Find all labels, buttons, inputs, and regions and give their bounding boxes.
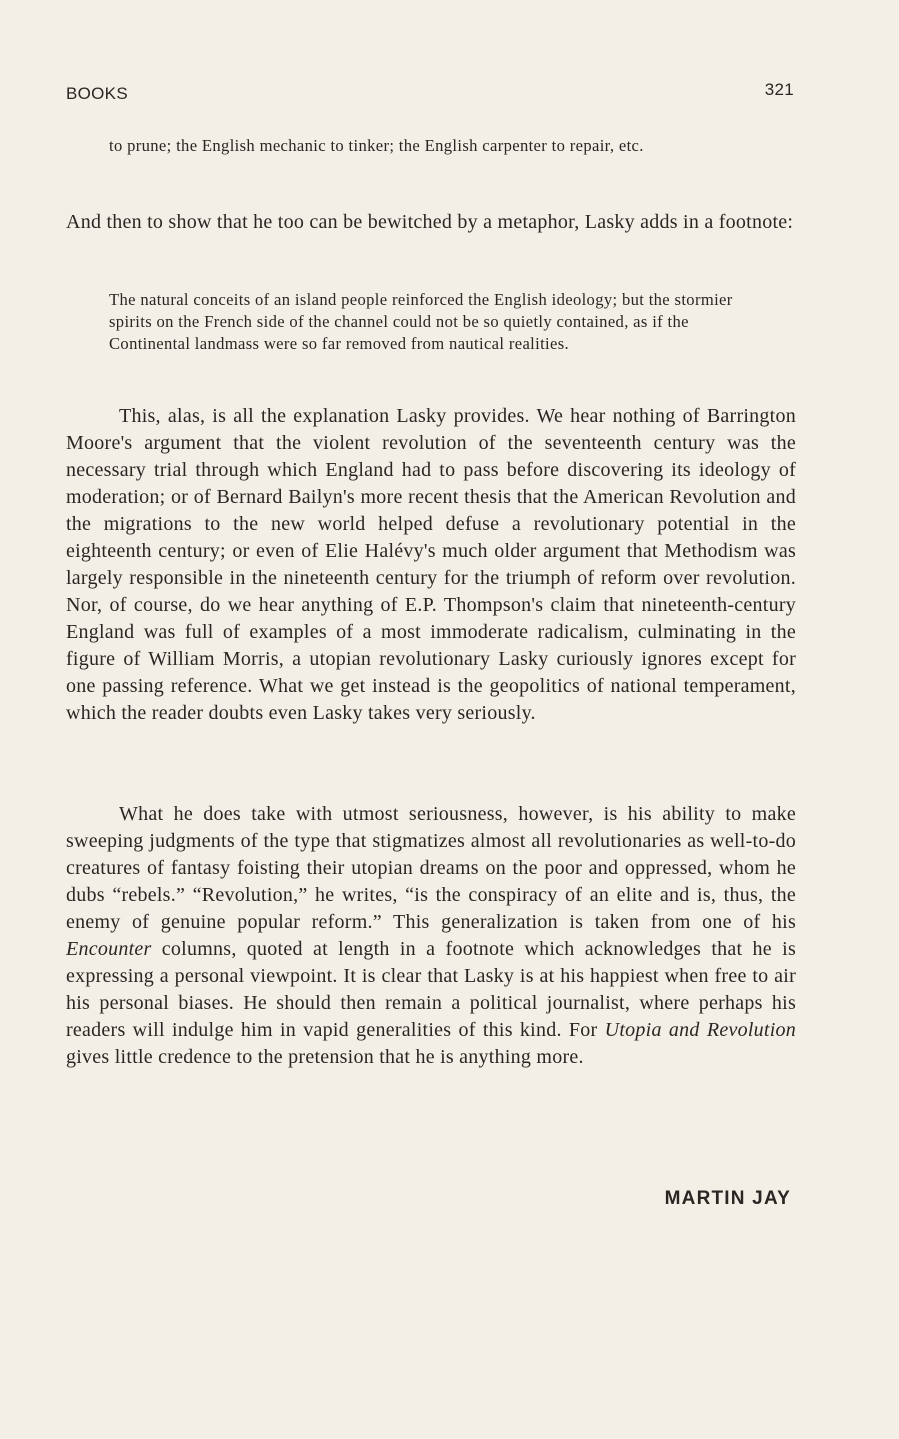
paragraph-2-text-b: columns, quoted at length in a footnote which acknowledges that he is expressing a personal viewpoint. It is clear that Lasky is at his happiest when free to air his personal biases. He should then remain a political journalist, where perhaps his readers will indulge him in vapid generalities of this kind. For	[66, 938, 796, 1041]
title-utopia-and-revolution: Utopia and Revolution	[604, 1019, 797, 1041]
running-head	[66, 78, 794, 102]
body-paragraph-2	[66, 801, 796, 1071]
author-signature: MARTIN JAY	[664, 1188, 791, 1209]
section-title: BOOKS	[66, 84, 128, 103]
lead-in-paragraph: And then to show that he too can be bewitched by a metaphor, Lasky adds in a footnote:	[66, 211, 794, 233]
block-quote-continued: to prune; the English mechanic to tinker; the English carpenter to repair, etc.	[109, 136, 644, 155]
body-paragraph-1: This, alas, is all the explanation Lasky provides. We hear nothing of Barrington Moore's argument that the violent revolution of the seventeenth century was the necessary trial through which England had to pass before discovering its ideology of moderation; or of Bernard Bailyn's more recent thesis that the American Revolution and the migrations to the new world helped defuse a revolutionary potential in the eighteenth century; or even of Elie Halévy's much older argument that Methodism was largely responsible in the nineteenth century for the triumph of reform over revolution. Nor, of course, do we hear anything of E.P. Thompson's claim that nineteenth-century England was full of examples of a most immoderate radicalism, culminating in the figure of William Morris, a utopian revolutionary Lasky curiously ignores except for one passing reference. What we get instead is the geopolitics of national temperament, which the reader doubts even Lasky takes very seriously.	[66, 405, 796, 724]
page-number: 321	[764, 80, 794, 99]
paragraph-2-text-c: gives little credence to the pretension that he is anything more.	[66, 1046, 584, 1068]
title-encounter: Encounter	[66, 938, 152, 960]
block-quote-footnote: The natural conceits of an island people reinforced the English ideology; but the stormier spirits on the French side of the channel could not be so quietly contained, as if the Continental landmass were so far removed from nautical realities.	[109, 290, 733, 353]
paragraph-2-text-a: What he does take with utmost seriousness, however, is his ability to make sweeping judgments of the type that stigmatizes almost all revolutionaries as well-to-do creatures of fantasy foisting their utopian dreams on the poor and oppressed, whom he dubs “rebels.” “Revolution,” he writes, “is the conspiracy of an elite and is, thus, the enemy of genuine popular reform.” This generalization is taken from one of his	[66, 803, 796, 933]
